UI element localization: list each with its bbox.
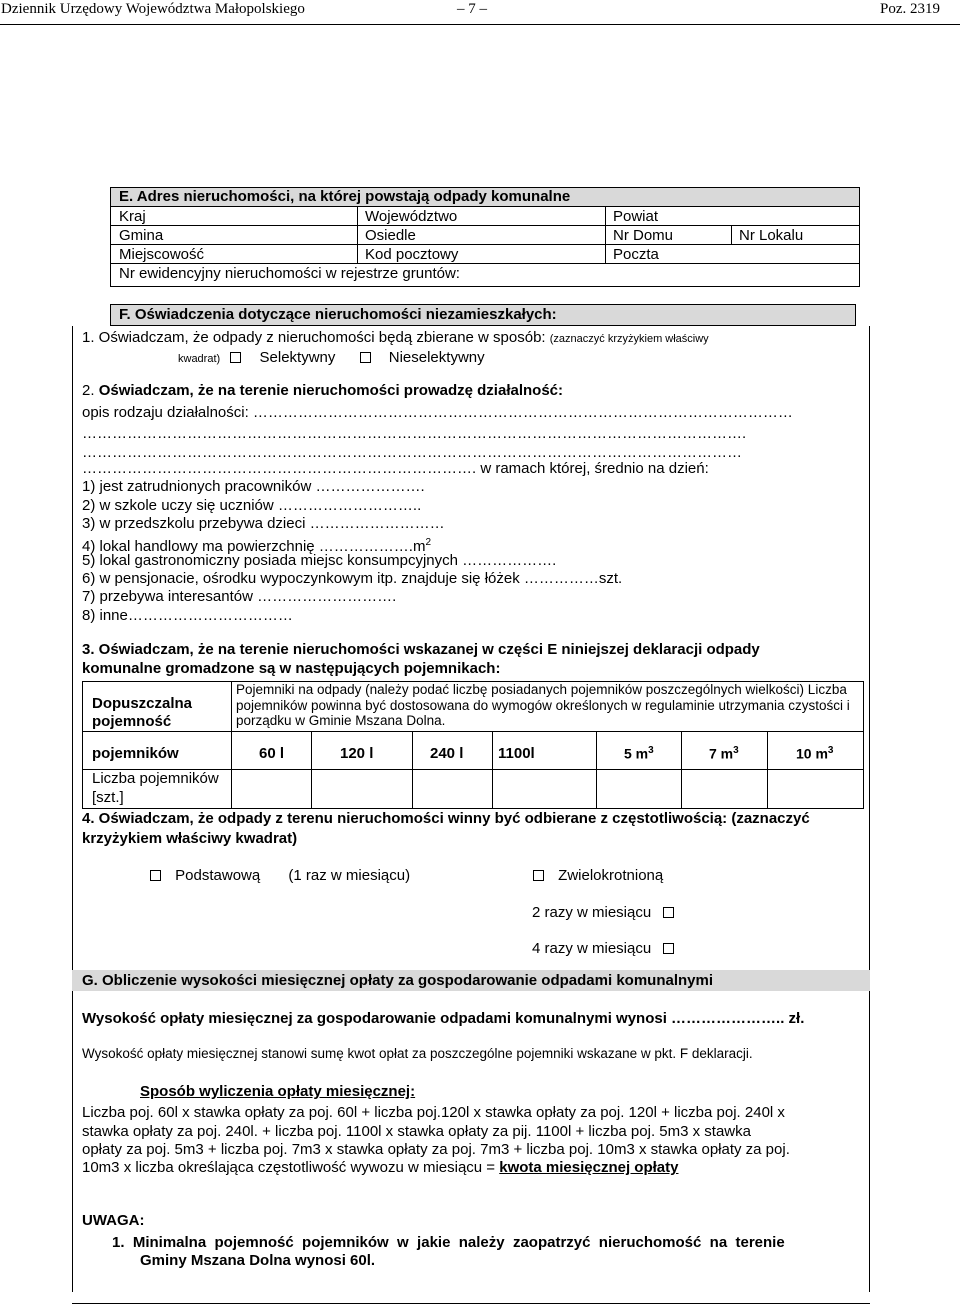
q2-statement	[82, 382, 563, 400]
divider	[681, 731, 682, 809]
uwaga-line-1: 1. Minimalna pojemność pojemników w jakie należy zaopatrzyć nieruchomość na terenie	[112, 1234, 785, 1251]
size-7m3-text: 7 m	[709, 745, 734, 762]
divider	[731, 226, 732, 244]
label-poczta: Poczta	[613, 246, 659, 263]
table-note-3: porządku w Gminie Mszana Dolna.	[236, 713, 446, 728]
journal-title: Dziennik Urzędowy Województwa Małopolskiego	[1, 1, 305, 17]
page-number: – 7 –	[457, 1, 487, 17]
size-7m3	[709, 745, 739, 762]
uwaga-label: UWAGA:	[82, 1212, 145, 1229]
item-5: 5) lokal gastronomiczny posiada miejsc konsumpcyjnych ……………….	[82, 552, 557, 569]
option-podstawowa	[150, 867, 410, 885]
kwota-miesiecznej-oplaty: kwota miesięcznej opłaty	[499, 1159, 679, 1176]
q4-line-1: 4. Oświadczam, że odpady z terenu nieruchomości winny być odbierane z częstotliwością: (zaznaczyć	[82, 810, 810, 827]
q3-line-2: komunalne gromadzone są w następujących pojemnikach:	[82, 660, 501, 677]
uwaga-line-2: Gminy Mszana Dolna wynosi 60l.	[140, 1252, 376, 1269]
label-podstawowa: Podstawową	[175, 867, 261, 884]
label-kod-pocztowy: Kod pocztowy	[365, 246, 459, 263]
sposob-wyliczenia: Sposób wyliczenia opłaty miesięcznej:	[140, 1083, 416, 1100]
dots-line-2: ……………………………………………………………………………………………………………………	[82, 444, 742, 461]
label-miejscowosc: Miejscowość	[119, 246, 205, 263]
label-4-razy: 4 razy w miesiącu	[532, 940, 652, 957]
sup-3: 3	[733, 745, 739, 756]
item-4-text: 4) lokal handlowy ma powierzchnię ……………….m	[82, 538, 426, 555]
section-e-title: E. Adres nieruchomości, na której powstają odpady komunalne	[111, 188, 859, 207]
size-60: 60 l	[259, 745, 285, 762]
label-selektywny: Selektywny	[259, 349, 336, 366]
calc-line-4	[82, 1159, 678, 1177]
dots-line-1: …………………………………………………………………………………………………………………….	[82, 425, 747, 442]
dots-line-3: ……………………………………………………………………. w ramach której, średnio na dzień:	[82, 460, 709, 477]
label-gmina: Gmina	[119, 227, 164, 244]
item-2: 2) w szkole uczy się uczniów ………………………..	[82, 497, 422, 514]
label-dopuszczalna: Dopuszczalna	[92, 695, 193, 712]
size-5m3	[624, 745, 654, 762]
checkbox-nieselektywny[interactable]	[360, 352, 371, 363]
divider	[311, 731, 312, 809]
option-4-razy	[532, 940, 674, 958]
divider	[357, 245, 358, 263]
q1-options	[178, 349, 485, 368]
divider	[492, 731, 493, 809]
row-kraj	[111, 207, 859, 226]
row-nr-ewidencyjny	[111, 264, 859, 283]
q4-line-2: krzyżykiem właściwy kwadrat)	[82, 830, 298, 847]
q1-instruction-end: kwadrat)	[178, 353, 221, 365]
section-e-address-table	[110, 187, 860, 287]
label-nr-domu: Nr Domu	[613, 227, 674, 244]
option-zwielokrotniona	[533, 867, 663, 885]
item-8: 8) inne……………………………	[82, 607, 293, 624]
containers-table	[82, 681, 864, 809]
item-7: 7) przebywa interesantów ……………………….	[82, 588, 397, 605]
divider	[412, 731, 413, 809]
calc-line-2: stawka opłaty za poj. 240l. + liczba poj. 1100l x stawka opłaty za pij. 1100l + liczba poj. 5m3 x stawka	[82, 1123, 751, 1140]
label-szt: [szt.]	[92, 789, 124, 806]
checkbox-4-razy[interactable]	[663, 943, 674, 954]
label-2-razy: 2 razy w miesiącu	[532, 904, 652, 921]
divider	[767, 731, 768, 809]
label-podstawowa-note: (1 raz w miesiącu)	[288, 867, 411, 884]
label-nr-ewidencyjny: Nr ewidencyjny nieruchomości w rejestrze gruntów:	[119, 265, 460, 282]
item-3: 3) w przedszkolu przebywa dzieci ………………………	[82, 515, 445, 532]
position-number: Poz. 2319	[880, 1, 940, 17]
label-osiedle: Osiedle	[365, 227, 416, 244]
calc-line-1: Liczba poj. 60l x stawka opłaty za poj. 60l + liczba poj.120l x stawka opłaty za poj. 120l + liczba poj. 240l x	[82, 1104, 785, 1121]
suma-kwot: Wysokość opłaty miesięcznej stanowi sumę kwot opłat za poszczególne pojemniki wskazane w pkt. F deklaracji.	[82, 1046, 753, 1061]
checkbox-selektywny[interactable]	[230, 352, 241, 363]
label-pojemnikow: pojemników	[92, 745, 179, 762]
divider	[231, 682, 232, 809]
label-powiat: Powiat	[613, 208, 659, 225]
q1-main-text: 1. Oświadczam, że odpady z nieruchomości będą zbierane w sposób:	[82, 329, 546, 346]
size-1100: 1100l	[498, 745, 535, 762]
divider	[357, 226, 358, 244]
size-240: 240 l	[430, 745, 464, 762]
table-note-1: Pojemniki na odpady (należy podać liczbę posiadanych pojemników poszczególnych wielkości) Liczba	[236, 682, 847, 697]
label-zwielokrotniona: Zwielokrotnioną	[558, 867, 664, 884]
label-nieselektywny: Nieselektywny	[388, 349, 485, 366]
label-liczba-pojemnikow: Liczba pojemników	[92, 770, 219, 787]
calc-line-3: opłaty za poj. 5m3 + liczba poj. 7m3 x stawka opłaty za poj. 7m3 + liczba poj. 10m3 x stawka opłaty za poj.	[82, 1141, 790, 1158]
q2-bold-text: prowadzę działalność:	[403, 382, 563, 399]
section-f-title: F. Oświadczenia dotyczące nieruchomości niezamieszkałych:	[110, 304, 856, 326]
size-10m3	[796, 745, 833, 762]
wysokosc-oplaty: Wysokość opłaty miesięcznej za gospodarowanie odpadami komunalnymi wynosi ………………….. zł.	[82, 1010, 805, 1027]
q2-main-text: Oświadczam, że na terenie nieruchomości	[98, 382, 400, 399]
q2-number: 2.	[82, 382, 95, 399]
sup-3: 3	[827, 745, 834, 756]
q1-statement	[82, 329, 709, 348]
calc-line-4-text: 10m3 x liczba określająca częstotliwość wywozu w miesiącu =	[82, 1159, 496, 1176]
size-120: 120 l	[340, 745, 374, 762]
section-g-title: G. Obliczenie wysokości miesięcznej opłaty za gospodarowanie odpadami komunalnymi	[72, 970, 870, 991]
label-kraj: Kraj	[119, 208, 146, 225]
item-1: 1) jest zatrudnionych pracowników ………………….	[82, 478, 425, 495]
label-nr-lokalu: Nr Lokalu	[739, 227, 804, 244]
row-miejscowosc	[111, 245, 859, 264]
sup-3: 3	[648, 745, 654, 756]
item-6: 6) w pensjonacie, ośrodku wypoczynkowym itp. znajduje się łóżek ……………szt.	[82, 570, 623, 587]
q1-instruction: (zaznaczyć krzyżykiem właściwy	[549, 333, 709, 345]
size-5m3-text: 5 m	[624, 745, 649, 762]
size-10m3-text: 10 m	[796, 745, 828, 762]
divider	[357, 207, 358, 225]
label-wojewodztwo: Województwo	[365, 208, 458, 225]
opis-dzialalnosci: opis rodzaju działalności: ………………………………………………………………………………………………	[82, 404, 793, 421]
q3-line-1: 3. Oświadczam, że na terenie nieruchomości wskazanej w części E niniejszej deklaracji odpady	[82, 641, 760, 658]
divider	[605, 226, 606, 244]
label-pojemnosc: pojemność	[92, 713, 172, 730]
bottom-rule	[72, 1303, 870, 1304]
divider	[83, 731, 863, 732]
divider	[605, 207, 606, 225]
row-gmina	[111, 226, 859, 245]
checkbox-zwielokrotniona[interactable]	[533, 870, 544, 881]
divider	[605, 245, 606, 263]
table-note-2: pojemników powinna być dostosowana do wymogów określonych w regulaminie utrzymania czystości i	[236, 698, 850, 713]
checkbox-podstawowa[interactable]	[150, 870, 161, 881]
page-header	[0, 0, 960, 25]
option-2-razy	[532, 904, 674, 922]
checkbox-2-razy[interactable]	[663, 907, 674, 918]
item-4-sup: 2	[425, 537, 432, 548]
divider	[596, 731, 597, 809]
